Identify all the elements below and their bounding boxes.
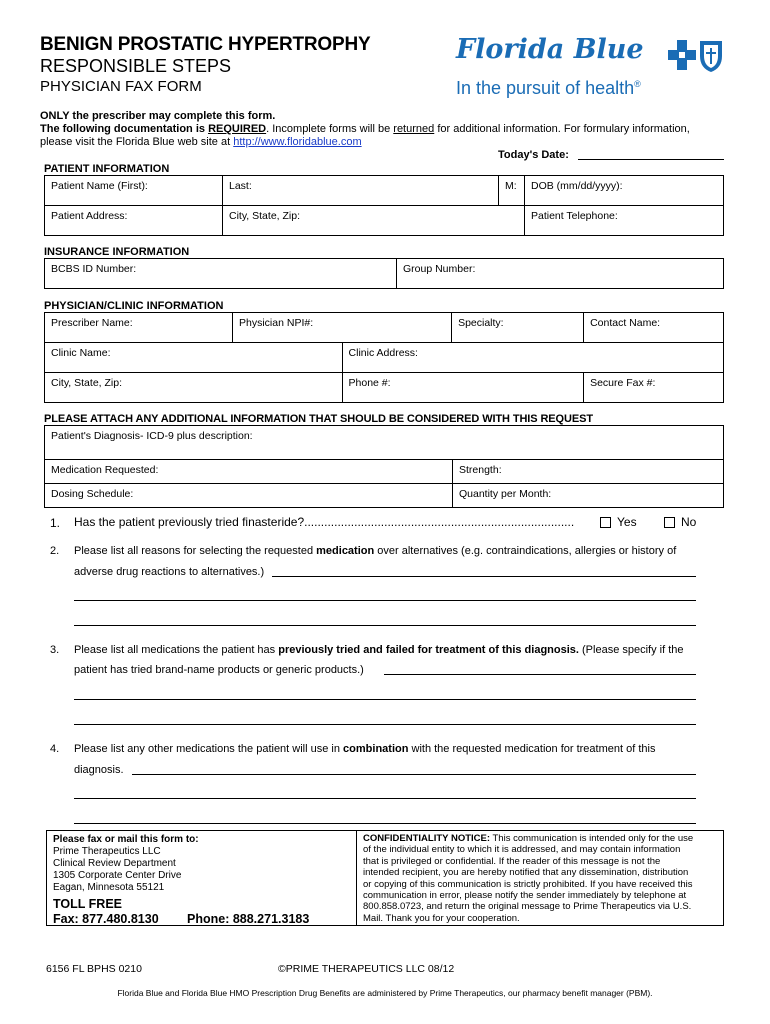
q4-answer-line-1[interactable] — [132, 774, 696, 775]
attach-info-heading: PLEASE ATTACH ANY ADDITIONAL INFORMATION THAT SHOULD BE CONSIDERED WITH THIS REQUEST — [44, 413, 593, 425]
strength-field[interactable]: Strength: — [453, 460, 724, 484]
q3-answer-line-3[interactable] — [74, 724, 696, 725]
insurance-info-heading: INSURANCE INFORMATION — [44, 246, 190, 258]
no-checkbox[interactable] — [664, 517, 675, 528]
diagnosis-field[interactable]: Patient's Diagnosis- ICD-9 plus description: — [45, 426, 724, 460]
contact-and-confidentiality-box — [46, 830, 724, 926]
physician-npi-field[interactable]: Physician NPI#: — [233, 313, 452, 343]
todays-date-field[interactable] — [578, 159, 724, 160]
patient-dob-field[interactable]: DOB (mm/dd/yyyy): — [525, 176, 724, 206]
form-title-line1: BENIGN PROSTATIC HYPERTROPHY — [40, 34, 371, 55]
patient-last-name-field[interactable]: Last: — [223, 176, 499, 206]
form-title-line3: PHYSICIAN FAX FORM — [40, 78, 202, 95]
q2-answer-line-3[interactable] — [74, 625, 696, 626]
copyright: ©PRIME THERAPEUTICS LLC 08/12 — [278, 963, 455, 975]
q4-text: Please list any other medications the patient will use in combination with the requested medication for treatment of this — [74, 743, 656, 755]
q1-text: Has the patient previously tried finasteride?................................................................................. — [74, 515, 575, 529]
q2-number: 2. — [50, 545, 60, 557]
patient-telephone-field[interactable]: Patient Telephone: — [525, 206, 724, 236]
q1-no-option[interactable]: No — [664, 515, 696, 529]
insurance-info-table — [44, 258, 724, 289]
quantity-per-month-field[interactable]: Quantity per Month: — [453, 484, 724, 508]
yes-checkbox[interactable] — [600, 517, 611, 528]
q4-answer-line-3[interactable] — [74, 823, 696, 824]
patient-address-field[interactable]: Patient Address: — [45, 206, 223, 236]
clinic-address-field[interactable]: Clinic Address: — [342, 343, 723, 373]
pbm-footer-note: Florida Blue and Florida Blue HMO Prescription Drug Benefits are administered by Prime Therapeutics, our pharmacy benefit manager (PBM). — [117, 988, 653, 998]
form-title-line2: RESPONSIBLE STEPS — [40, 56, 232, 76]
q3-text: Please list all medications the patient has previously tried and failed for treatment of this diagnosis. (Please specify if the — [74, 644, 684, 656]
q2-text: Please list all reasons for selecting the requested medication over alternatives (e.g. contraindications, allergies or history of — [74, 545, 677, 557]
dosing-schedule-field[interactable]: Dosing Schedule: — [45, 484, 453, 508]
prescriber-name-field[interactable]: Prescriber Name: — [45, 313, 233, 343]
specialty-field[interactable]: Specialty: — [452, 313, 584, 343]
fax-mail-heading: Please fax or mail this form to: — [53, 834, 199, 845]
clinic-phone-field[interactable]: Phone #: — [342, 373, 584, 403]
q2-text-line2: adverse drug reactions to alternatives.) — [74, 566, 265, 578]
patient-info-table — [44, 175, 724, 236]
street-address: 1305 Corporate Center Drive — [53, 870, 182, 881]
q4-number: 4. — [50, 743, 60, 755]
website-note: please visit the Florida Blue web site at http://www.floridablue.com — [40, 136, 362, 148]
todays-date-label: Today's Date: — [498, 149, 569, 161]
q2-answer-line-1[interactable] — [272, 576, 696, 577]
clinic-city-state-zip-field[interactable]: City, State, Zip: — [45, 373, 343, 403]
fax-phone-line — [53, 911, 350, 927]
department-name: Clinical Review Department — [53, 858, 176, 869]
q1-number: 1. — [50, 516, 61, 530]
q3-number: 3. — [50, 644, 60, 656]
physician-info-heading: PHYSICIAN/CLINIC INFORMATION — [44, 300, 224, 312]
documentation-required-note: The following documentation is REQUIRED. Incomplete forms will be returned for additional information. For formulary information, — [40, 123, 690, 135]
patient-first-name-field[interactable]: Patient Name (First): — [45, 176, 223, 206]
medication-info-table — [44, 425, 724, 508]
medication-requested-field[interactable]: Medication Requested: — [45, 460, 453, 484]
q3-text-line2: patient has tried brand-name products or generic products.) — [74, 664, 364, 676]
florida-blue-website-link[interactable]: http://www.floridablue.com — [233, 136, 362, 148]
q4-answer-line-2[interactable] — [74, 798, 696, 799]
q3-answer-line-1[interactable] — [384, 674, 696, 675]
prescriber-only-note: ONLY the prescriber may complete this form. — [40, 110, 276, 122]
fax-mail-info — [47, 831, 357, 925]
blue-cross-blue-shield-icon — [668, 38, 724, 79]
q2-answer-line-2[interactable] — [74, 600, 696, 601]
florida-blue-logo: Florida Blue — [456, 34, 644, 65]
patient-city-state-zip-field[interactable]: City, State, Zip: — [223, 206, 525, 236]
q1-yes-option[interactable]: Yes — [600, 515, 637, 529]
form-code: 6156 FL BPHS 0210 — [46, 963, 142, 975]
clinic-name-field[interactable]: Clinic Name: — [45, 343, 343, 373]
logo-tagline: In the pursuit of health® — [456, 78, 641, 98]
group-number-field[interactable]: Group Number: — [397, 259, 724, 289]
patient-middle-initial-field[interactable]: M: — [499, 176, 525, 206]
fax-number: Fax: 877.480.8130 — [53, 912, 159, 926]
company-name: Prime Therapeutics LLC — [53, 846, 161, 857]
bcbs-id-field[interactable]: BCBS ID Number: — [45, 259, 397, 289]
phone-number: Phone: 888.271.3183 — [187, 912, 310, 926]
city-state-zip: Eagan, Minnesota 55121 — [53, 882, 165, 893]
physician-info-table — [44, 312, 724, 403]
contact-name-field[interactable]: Contact Name: — [584, 313, 724, 343]
q4-text-line2: diagnosis. — [74, 764, 124, 776]
secure-fax-field[interactable]: Secure Fax #: — [584, 373, 724, 403]
q3-answer-line-2[interactable] — [74, 699, 696, 700]
patient-info-heading: PATIENT INFORMATION — [44, 163, 170, 175]
toll-free-label: TOLL FREE — [53, 897, 122, 911]
confidentiality-notice: CONFIDENTIALITY NOTICE: This communication is intended only for the use of the individual entity to which it is addressed, and may contain information that is privileged or confidential. If the reader of this message is not the intended recipient, you are hereby notified that any dissemination, distribution or copying of this communication is strictly prohibited. If you have received this communication in error, please notify the sender immediately by telephone at 800.858.0723, and return the original message to Prime Therapeutics via U.S. Mail. Thank you for your cooperation. — [363, 833, 694, 924]
